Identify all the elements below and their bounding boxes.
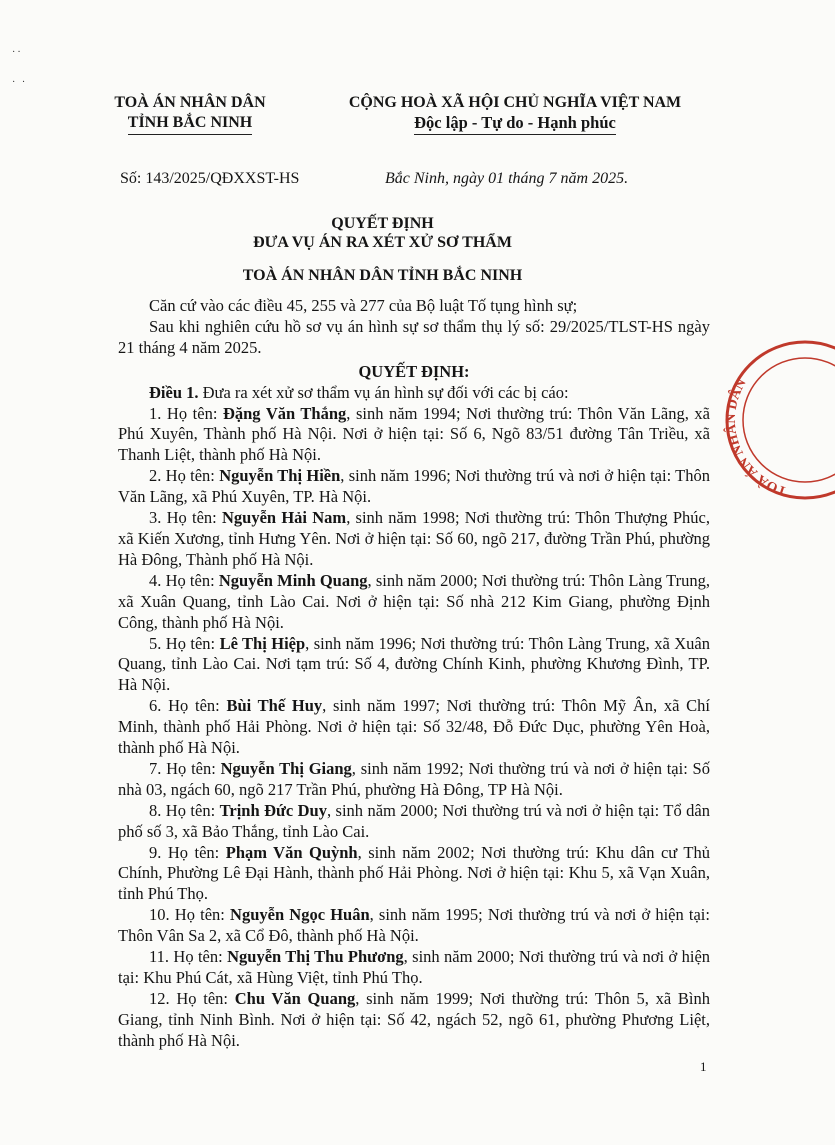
defendant-name: Trịnh Đức Duy [219,800,327,820]
defendant-prefix: 11. Họ tên: [149,947,228,967]
defendant-prefix: 7. Họ tên: [149,758,221,778]
defendant-entry [118,759,710,801]
document-subtitle: ĐƯA VỤ ÁN RA XÉT XỬ SƠ THẨM [253,234,512,251]
defendant-entry [118,634,710,697]
defendant-name: Nguyễn Hải Nam [222,508,347,528]
defendant-details: , sinh năm 1996; Nơi thường trú và nơi ở hiện tại: Thôn Văn Lãng, xã Phú Xuyên, TP. Hà Nội. [118,466,710,507]
page-number: 1 [700,1059,707,1074]
defendant-prefix: 9. Họ tên: [149,842,226,862]
defendant-prefix: 12. Họ tên: [149,988,235,1008]
defendant-entry [118,905,710,947]
defendant-list [118,404,710,1052]
defendant-name: Nguyễn Thị Giang [220,758,352,778]
document-number: Số: 143/2025/QĐXXST-HS [120,170,300,187]
defendant-details: , sinh năm 1992; Nơi thường trú và nơi ở hiện tại: Số nhà 03, ngách 60, ngõ 217 Trần Phú, phường Hà Đông, TP Hà Nội. [118,758,710,799]
seal-text: TOÀ ÁN NHÂN DÂN [723,376,789,499]
defendant-name: Lê Thị Hiệp [219,633,306,653]
defendant-name: Nguyễn Thị Hiền [219,466,341,486]
defendant-details: , sinh năm 1995; Nơi thường trú và nơi ở hiện tại: Thôn Vân Sa 2, xã Cổ Đô, thành phố Hà Nội. [118,905,710,946]
defendant-entry [118,696,710,759]
defendant-entry [118,801,710,843]
defendant-name: Đặng Văn Thắng [222,403,347,423]
defendant-prefix: 5. Họ tên: [149,633,220,653]
defendant-name: Bùi Thế Huy [226,696,323,716]
legal-basis-2: Sau khi nghiên cứu hồ sơ vụ án hình sự sơ thẩm thụ lý số: 29/2025/TLST-HS ngày 21 tháng 4 năm 2025. [118,316,710,357]
defendant-entry [118,989,710,1052]
court-seal [715,340,835,520]
defendant-prefix: 8. Họ tên: [149,800,220,820]
defendant-details: , sinh năm 2000; Nơi thường trú và nơi ở hiện tại: Tổ dân phố số 3, xã Bảo Thắng, tỉnh Lào Cai. [118,800,710,841]
issuing-court: TOÀ ÁN NHÂN DÂN TỈNH BẮC NINH [242,267,523,284]
defendant-entry [118,947,710,989]
defendant-prefix: 10. Họ tên: [149,905,231,925]
national-motto: Độc lập - Tự do - Hạnh phúc [414,113,616,135]
defendant-entry [118,571,710,634]
defendant-name: Nguyễn Ngọc Huân [230,905,370,925]
article-1-label: Điều 1. [149,382,199,402]
article-1-text: Đưa ra xét xử sơ thẩm vụ án hình sự đối với các bị cáo: [198,382,569,402]
defendant-entry [118,404,710,467]
defendant-entry [118,843,710,906]
defendant-details: , sinh năm 1997; Nơi thường trú: Thôn Mỹ Ân, xã Chí Minh, thành phố Hải Phòng. Nơi ở hiện tại: Số 32/48, Đỗ Đức Dục, phường Yên Hoà, thành phố Hà Nội. [118,696,710,758]
defendant-entry [118,508,710,571]
document-date: Bắc Ninh, ngày 01 tháng 7 năm 2025. [385,170,629,187]
seal-inner-ring [743,358,835,482]
decision-heading: QUYẾT ĐỊNH: [358,361,470,381]
nation-name: CỘNG HOÀ XÃ HỘI CHỦ NGHĨA VIỆT NAM [348,94,682,111]
scan-artifact-dots: ·· · · [12,47,28,88]
defendant-details: , sinh năm 2002; Nơi thường trú: Khu dân cư Thủ Chính, Phường Lê Đại Hành, thành phố Hải Phòng. Nơi ở hiện tại: Khu 5, xã Vạn Xuân, tỉnh Phú Thọ. [118,842,710,904]
defendant-details: , sinh năm 2000; Nơi thường trú: Thôn Làng Trung, xã Xuân Quang, tỉnh Lào Cai. Nơi ở hiện tại: Số nhà 212 Kim Giang, phường Định Công, thành phố Hà Nội. [118,570,710,632]
legal-basis-1: Căn cứ vào các điều 45, 255 và 277 của Bộ luật Tố tụng hình sự; [149,296,578,315]
defendant-details: , sinh năm 1994; Nơi thường trú: Thôn Văn Lãng, xã Phú Xuyên, Thành phố Hà Nội. Nơi ở hiện tại: Số 6, Ngõ 83/51 đường Tân Triều, xã Thanh Liệt, thành phố Hà Nội. [118,403,710,465]
document-body [118,296,710,1052]
national-motto-header [315,93,715,135]
defendant-prefix: 6. Họ tên: [149,696,227,716]
defendant-details: , sinh năm 1998; Nơi thường trú: Thôn Thượng Phúc, xã Kiến Xương, tỉnh Hưng Yên. Nơi ở hiện tại: Số 60, ngõ 217, đường Trần Phú, phường Hà Đông, Thành phố Hà Nội. [118,508,710,569]
court-header [100,93,280,135]
defendant-prefix: 2. Họ tên: [149,466,220,486]
defendant-name: Phạm Văn Quỳnh [225,842,358,862]
article-1 [118,383,710,404]
defendant-name: Chu Văn Quang [234,988,356,1008]
defendant-details: , sinh năm 2000; Nơi thường trú và nơi ở hiện tại: Khu Phú Cát, xã Hùng Việt, tỉnh Phú Thọ. [118,947,711,987]
defendant-details: , sinh năm 1999; Nơi thường trú: Thôn 5, xã Bình Giang, tỉnh Ninh Bình. Nơi ở hiện tại: Số 42, ngách 52, ngõ 61, phường Phương Liệt, thành phố Hà Nội. [118,988,710,1050]
defendant-name: Nguyễn Minh Quang [218,570,368,590]
court-name-line1: TOÀ ÁN NHÂN DÂN [114,94,266,111]
defendant-details: , sinh năm 1996; Nơi thường trú: Thôn Làng Trung, xã Xuân Quang, tỉnh Lào Cai. Nơi tạm trú: Số 4, đường Chính Kinh, phường Khương Đình, TP. Hà Nội. [118,633,710,695]
defendant-prefix: 4. Họ tên: [149,570,219,590]
defendant-name: Nguyễn Thị Thu Phương [227,947,404,967]
court-name-line2: TỈNH BẮC NINH [128,113,252,135]
defendant-prefix: 3. Họ tên: [149,508,223,528]
document-title: QUYẾT ĐỊNH [331,215,434,232]
defendant-prefix: 1. Họ tên: [149,403,223,423]
defendant-entry [118,466,710,508]
